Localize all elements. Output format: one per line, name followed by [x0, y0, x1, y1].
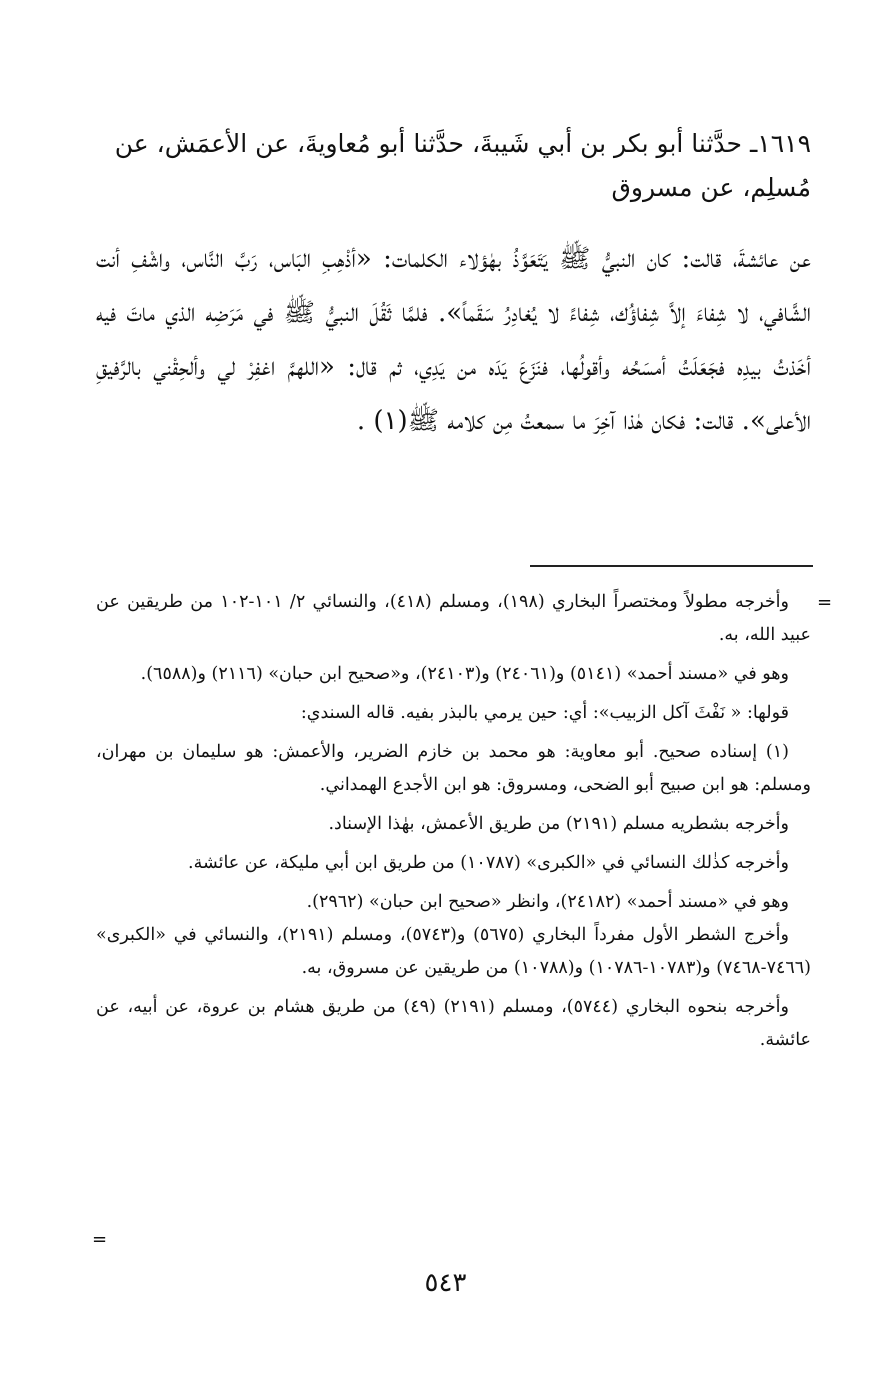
footnote-paragraph: وأخرجه كذٰلك النسائي في «الكبرى» (١٠٧٨٧) من طريق ابن أبي مليكة، عن عائشة.	[188, 853, 789, 873]
footnote-paragraph: وهو في «مسند أحمد» (٢٤١٨٢)، وانظر «صحيح ابن حبان» (٢٩٦٢).	[306, 892, 789, 912]
footnote-paragraph: وأخرجه بنحوه البخاري (٥٧٤٤)، ومسلم (٢١٩١) (٤٩) من طريق هشام بن عروة، عن أبيه، عن عائشة.	[96, 997, 811, 1050]
footnote-paragraph: (١) إسناده صحيح. أبو معاوية: هو محمد بن خازم الضرير، والأعمش: هو سليمان بن مهران، ومسلم: هو ابن صبيح أبو الضحى، ومسروق: هو ابن الأجدع الهمداني.	[96, 742, 811, 795]
footnote-paragraph: وأخرجه بشطريه مسلم (٢١٩١) من طريق الأعمش، بهٰذا الإسناد.	[328, 814, 789, 834]
page-number: ٥٤٣	[424, 1268, 467, 1298]
footnote-paragraph: قولها: « نَفْثَ آكل الزبيب»: أي: حين يرمي بالبذر بفيه. قاله السندي:	[300, 703, 789, 723]
continuation-marker-top: =	[817, 592, 833, 613]
footnote-paragraph: وأخرج الشطر الأول مفرداً البخاري (٥٦٧٥) و(٥٧٤٣)، ومسلم (٢١٩١)، والنسائي في «الكبرى» (٧٤٦٦-٧٤٦٨) و(١٠٧٨٣-١٠٧٨٦) و(١٠٧٨٨) من طريقين عن مسروق، به.	[96, 925, 811, 978]
hadith-isnad: ١٦١٩ـ حدَّثنا أبو بكر بن أبي شَيبةَ، حدَّثنا أبو مُعاويةَ، عن الأعمَش، عن مُسلِم، عن مسروق	[114, 129, 811, 202]
footnote-paragraph: وهو في «مسند أحمد» (٥١٤١) و(٢٤٠٦١) و(٢٤١٠٣)، و«صحيح ابن حبان» (٢١١٦) و(٦٥٨٨).	[140, 664, 789, 684]
hadith-matn: عن عائشةَ، قالت: كان النبيُّ ﷺ يَتَعَوَّذُ بهٰؤلاء الكلمات: «أذْهِبِ البَاس، رَبَّ النَّاس، واشْفِ أنت الشَّافي، لا شِفاءَ إلاَّ شِفاؤُك، شِفاءً لا يُغادِرُ سَقَماً». فلمَّا ثَقُلَ النبيُّ ﷺ في مَرَضِه الذي ماتَ فيه أخَذتُ بيدِه فجَعَلَتُ أمسَحُه وأقولُها، فنَزَعَ يَدَه من يَدِي، ثم قال: «اللهمَّ اغفِرْ لي وألحِقْني بالرَّفيقِ الأعلى». قالت: فكان هٰذا آخِرَ ما سمعتُ مِن كلامه ﷺ(١) .	[96, 244, 811, 436]
footnotes-section	[96, 586, 811, 1063]
footnote-paragraph: وأخرجه مطولاً ومختصراً البخاري (١٩٨)، ومسلم (٤١٨)، والنسائي ٢/ ١٠١-١٠٢ من طريقين عن عبيد الله، به.	[96, 592, 811, 645]
footnote-divider	[530, 565, 813, 567]
continuation-marker-bottom: =	[92, 1229, 108, 1250]
